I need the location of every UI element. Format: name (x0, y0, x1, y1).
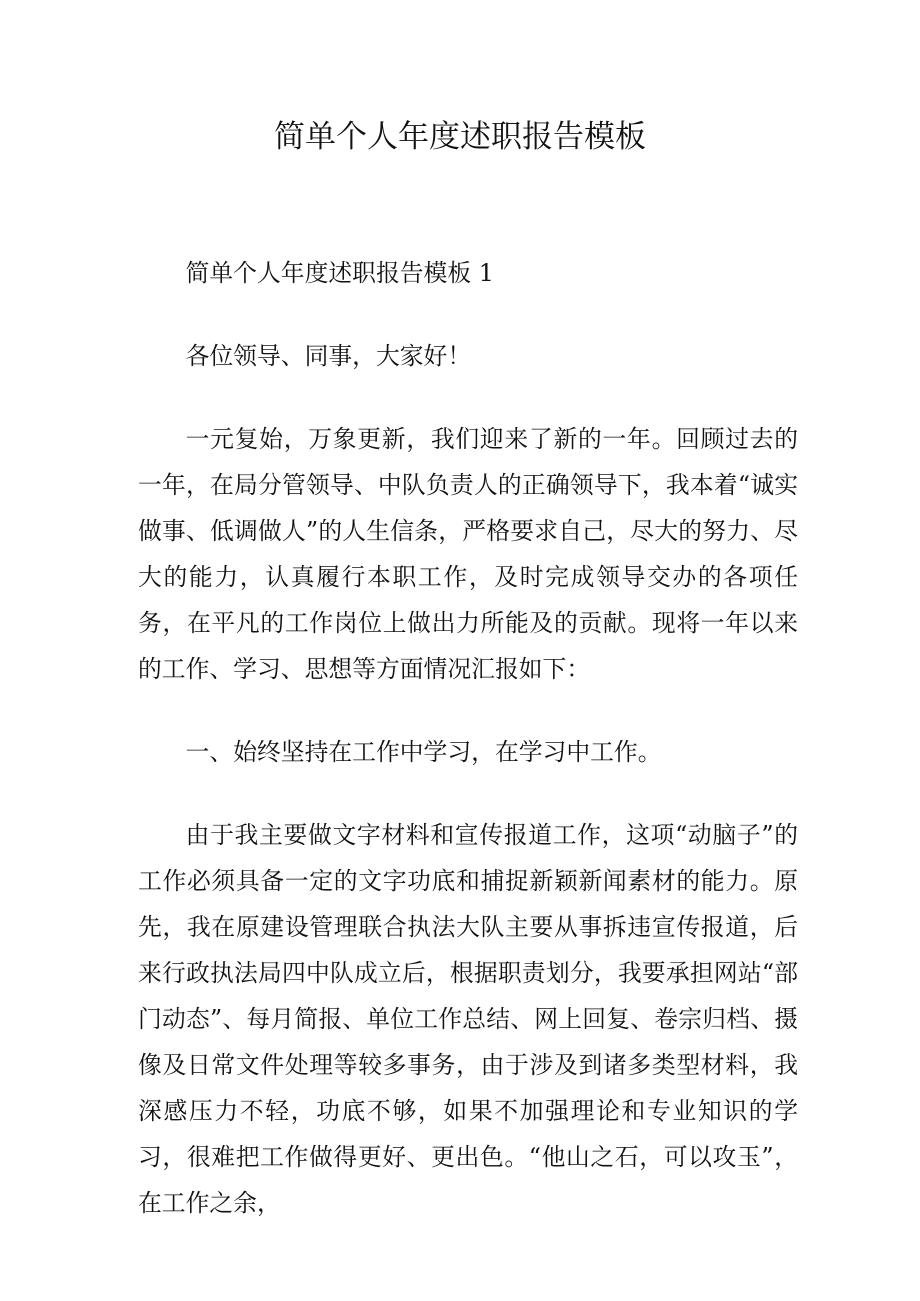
document-body (138, 250, 798, 1263)
paragraph-work-study: 由于我主要做文字材料和宣传报道工作，这项“动脑子”的工作必须具备一定的文字功底和捕捉新颖新闻素材的能力。原先，我在原建设管理联合执法大队主要从事拆违宣传报道，后来行政执法局四中队成立后，根据职责划分，我要承担网站“部门动态”、每月简报、单位工作总结、网上回复、卷宗归档、摄像及日常文件处理等较多事务，由于涉及到诸多类型材料，我深感压力不轻，功底不够，如果不加强理论和专业知识的学习，很难把工作做得更好、更出色。“他山之石，可以攻玉”，在工作之余， (138, 821, 798, 1217)
paragraph-subtitle: 简单个人年度述职报告模板 1 (185, 259, 494, 287)
paragraph-introduction: 一元复始，万象更新，我们迎来了新的一年。回顾过去的一年，在局分管领导、中队负责人的正确领导下，我本着“诚实做事、低调做人”的人生信条，严格要求自己，尽大的努力、尽大的能力，认真履行本职工作，及时完成领导交办的各项任务，在平凡的工作岗位上做出力所能及的贡献。现将一年以来的工作、学习、思想等方面情况汇报如下： (138, 425, 798, 683)
paragraph-section-heading: 一、始终坚持在工作中学习，在学习中工作。 (185, 738, 662, 766)
paragraph-greeting: 各位领导、同事，大家好！ (185, 342, 472, 370)
document-title: 简单个人年度述职报告模板 (274, 119, 646, 155)
